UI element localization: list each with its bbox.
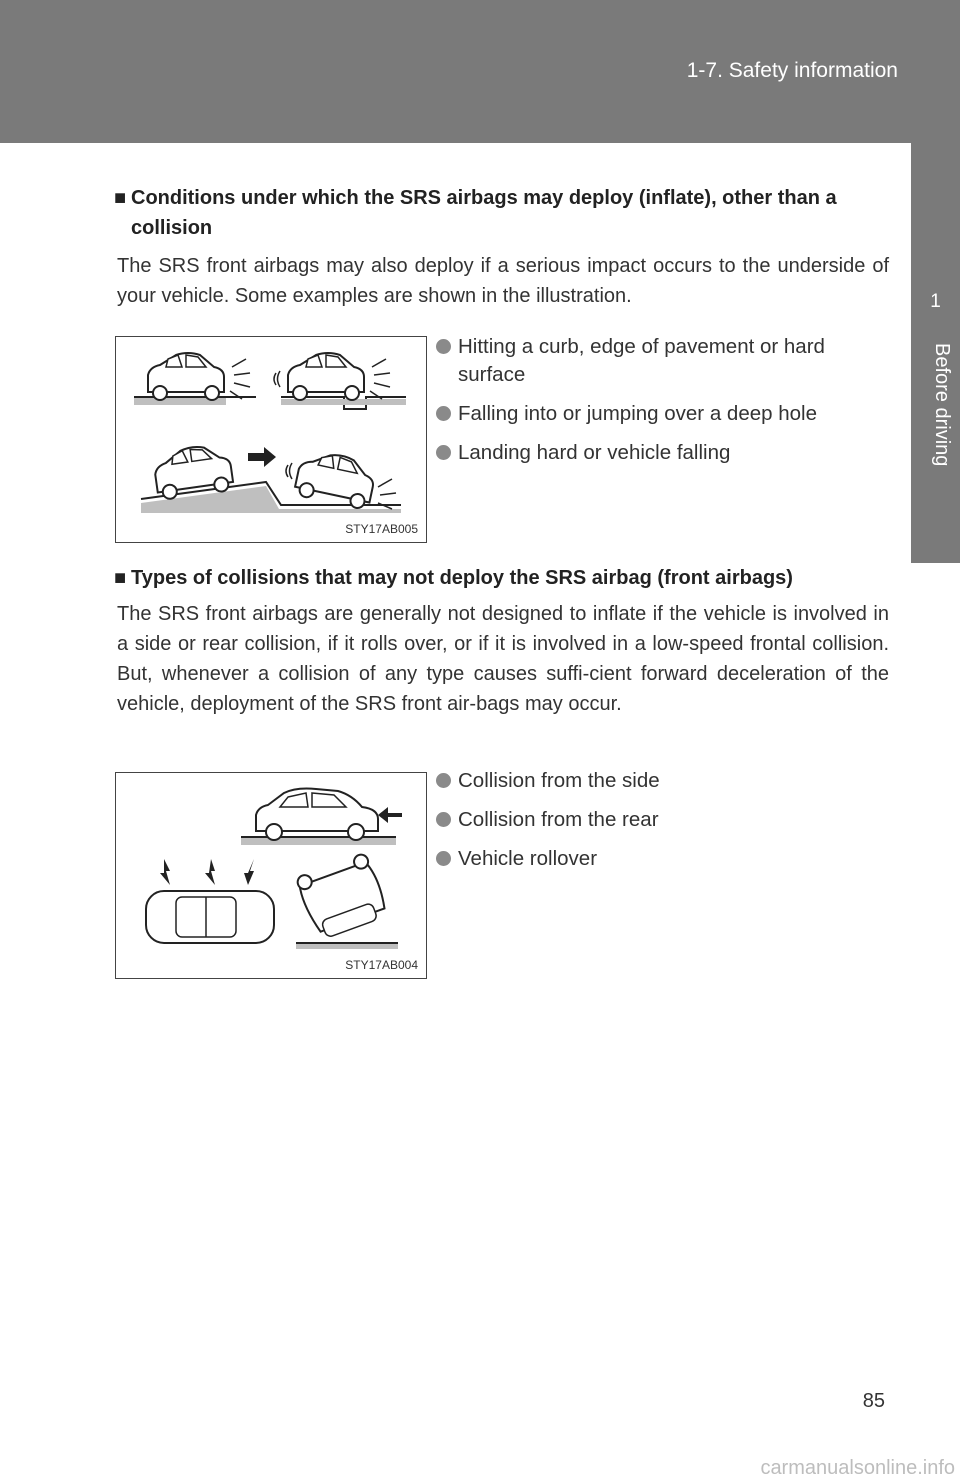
list-item-text: Landing hard or vehicle falling	[458, 441, 731, 464]
bullet-dot-icon	[436, 445, 451, 460]
heading-square-icon: ■	[114, 567, 127, 589]
motion-lines-icon-2	[286, 463, 292, 479]
underside-impact-illustration	[116, 337, 426, 542]
section2-heading	[114, 563, 889, 593]
car-top-view-icon	[146, 891, 274, 943]
car-icon-2	[288, 353, 364, 400]
bullet-dot-icon	[436, 773, 451, 788]
list-item-text: Collision from the rear	[458, 808, 659, 831]
section2-body: The SRS front airbags are generally not designed to inflate if the vehicle is involved in a side or rear collision, if it rolls over, or if it is involved in a low-speed frontal collision. But, whenever a collision of any type causes suffi-cient forward deceleration of the vehicle, deployment of the SRS front air-bags may occur.	[117, 603, 889, 715]
section1-heading-text: Conditions under which the SRS airbags may deploy (inflate), other than a collision	[131, 187, 837, 239]
impact-burst-icon-1	[230, 359, 250, 399]
list-item	[436, 400, 886, 428]
impact-burst-icon-2	[370, 359, 390, 399]
list-item-text: Hitting a curb, edge of pavement or hard surface	[458, 335, 825, 386]
bullet-dot-icon	[436, 406, 451, 421]
watermark: carmanualsonline.info	[760, 1457, 955, 1479]
heading-square-icon: ■	[114, 187, 127, 209]
list-item	[436, 845, 886, 873]
section-title: 1-7. Safety information	[686, 59, 898, 82]
bullet-dot-icon	[436, 339, 451, 354]
section2-bullet-list	[436, 767, 886, 884]
list-item-text: Falling into or jumping over a deep hole	[458, 402, 817, 425]
list-item	[436, 806, 886, 834]
list-item-text: Vehicle rollover	[458, 847, 598, 870]
bullet-dot-icon	[436, 851, 451, 866]
section1-body: The SRS front airbags may also deploy if a serious impact occurs to the underside of your vehicle. Some examples are shown in the illustration.	[117, 255, 889, 307]
car-icon-side	[256, 789, 378, 841]
chapter-tab-box	[911, 143, 960, 563]
car-icon-4	[293, 448, 377, 511]
figure-non-deploy-collisions	[115, 772, 427, 979]
figure-code: STY17AB005	[345, 522, 418, 536]
section1-bullet-list	[436, 333, 886, 478]
bullet-dot-icon	[436, 812, 451, 827]
chapter-number: 1	[930, 291, 941, 312]
figure-code: STY17AB004	[345, 958, 418, 972]
figure-underside-impact	[115, 336, 427, 543]
list-item	[436, 439, 886, 467]
page-header	[0, 0, 960, 143]
list-item	[436, 767, 886, 795]
chapter-label: Before driving	[931, 343, 953, 467]
section1-heading	[114, 183, 889, 243]
section2-heading-text: Types of collisions that may not deploy the SRS airbag (front airbags)	[131, 567, 793, 589]
motion-lines-icon-1	[274, 371, 280, 387]
page-number: 85	[862, 1390, 885, 1412]
car-icon-1	[148, 353, 224, 400]
list-item-text: Collision from the side	[458, 769, 660, 792]
downward-arrows-icon	[160, 859, 254, 885]
arrow-left-icon	[378, 807, 402, 823]
car-rollover-icon	[295, 852, 389, 941]
arrow-right-icon	[248, 447, 276, 467]
non-deploy-collisions-illustration	[116, 773, 426, 978]
chapter-tab	[911, 143, 960, 1484]
list-item	[436, 333, 886, 389]
